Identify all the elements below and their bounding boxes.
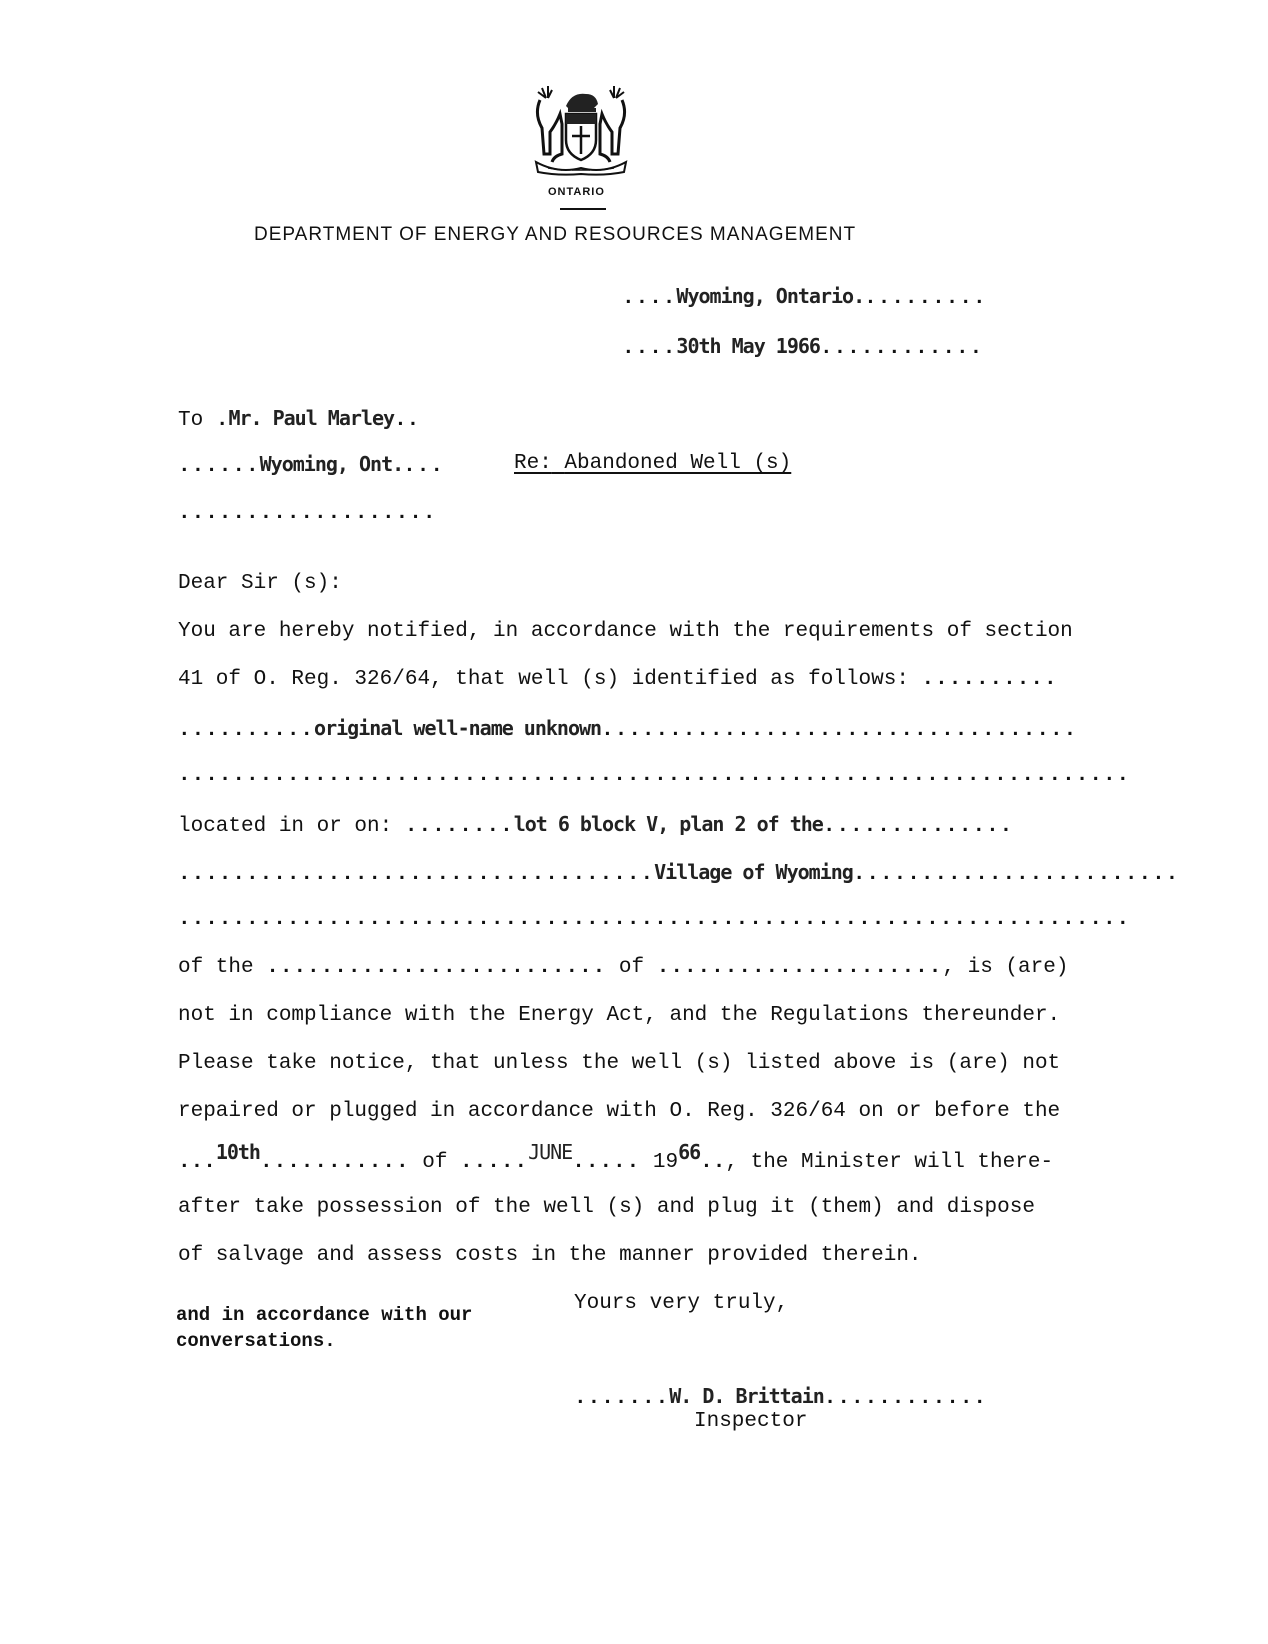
signer-title: Inspector [694, 1410, 808, 1433]
located-label: located in or on: [178, 815, 393, 838]
of2-label: of [422, 1151, 448, 1174]
recipient-blank-line: ................... [178, 502, 437, 525]
of-label: of [618, 956, 645, 979]
salutation: Dear Sir (s): [178, 572, 342, 595]
deadline-day: 10th [215, 1140, 260, 1164]
place-value: Wyoming, Ontario. [676, 284, 865, 308]
body-line-2-text: 41 of O. Reg. 326/64, that well (s) identified as follows: [178, 668, 909, 691]
addendum-line-2: conversations. [176, 1330, 336, 1352]
salvage-line: of salvage and assess costs in the manner provided therein. [178, 1244, 922, 1267]
signer-name: W. D. Brittain [669, 1384, 824, 1408]
compliance-line: not in compliance with the Energy Act, and the Regulations thereunder. [178, 1004, 1061, 1027]
addendum-line-1: and in accordance with our [176, 1304, 473, 1326]
well-name-line: ..........original well-name unknown................................... [178, 716, 1078, 742]
signature-line: .......W. D. Brittain............ [574, 1384, 988, 1410]
deadline-year: 66 [678, 1140, 701, 1164]
possession-line: after take possession of the well (s) and plug it (them) and dispose [178, 1196, 1035, 1219]
department-title: DEPARTMENT OF ENERGY AND RESOURCES MANAGEMENT [254, 224, 857, 245]
body-line-1: You are hereby notified, in accordance with the requirements of section [178, 620, 1073, 643]
of-the-label: of the [178, 956, 254, 979]
recipient-name-line: To .Mr. Paul Marley.. [178, 406, 420, 432]
is-are-label: is (are) [967, 956, 1069, 979]
location-blank-line: ...................................................................... [178, 908, 1131, 931]
date-line: ....30th May 1966............ [622, 334, 984, 360]
minister-text: , the Minister will there- [725, 1151, 1054, 1174]
place-line: ....Wyoming, Ontario.......... [622, 284, 987, 310]
location-line-1: located in or on: ........lot 6 block V, plan 2 of the.............. [178, 812, 1014, 838]
date-value: 30th May 1966 [676, 334, 820, 358]
of-the-line: of the ......................... of ....................., is (are) [178, 956, 1069, 979]
notice-line: Please take notice, that unless the well (s) listed above is (are) not [178, 1052, 1061, 1075]
recipient-name: Mr. Paul Marley [228, 406, 395, 430]
well-name: original well-name unknown [314, 716, 602, 740]
valediction: Yours very truly, [574, 1292, 789, 1315]
well-name-blank-line: ...................................................................... [178, 764, 1131, 787]
year-prefix: 19 [652, 1151, 679, 1174]
to-label: To [178, 409, 204, 432]
location-2: Village of Wyoming [654, 860, 853, 884]
subject-line [514, 452, 791, 475]
body-line-2: 41 of O. Reg. 326/64, that well (s) identified as follows: .......... [178, 668, 1058, 691]
subject-text: Abandoned Well (s) [564, 452, 792, 475]
repaired-line: repaired or plugged in accordance with O. Reg. 326/64 on or before the [178, 1100, 1061, 1123]
header-rule [560, 208, 606, 210]
location-line-2: ...................................Village of Wyoming........................ [178, 860, 1180, 886]
deadline-month: JUNE [528, 1140, 573, 1164]
re-label: Re: [514, 452, 552, 475]
deadline-line: ...10th........... of .....JUNE..... 1966.., the Minister will there- [178, 1140, 1054, 1174]
province-label: ONTARIO [548, 186, 605, 198]
recipient-address: Wyoming, Ont. [259, 452, 404, 476]
ontario-coat-of-arms [528, 84, 634, 176]
recipient-address-line: ......Wyoming, Ont.... [178, 452, 444, 478]
location-1: lot 6 block V, plan 2 of the [513, 812, 823, 836]
